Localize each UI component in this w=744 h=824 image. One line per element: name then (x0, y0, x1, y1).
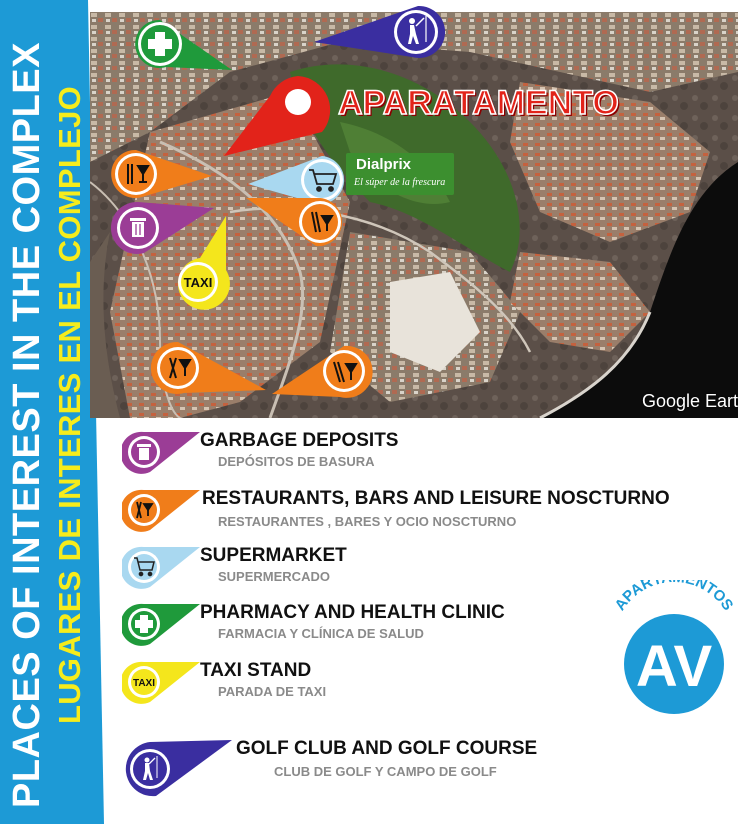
pharmacy-marker[interactable] (132, 16, 242, 72)
legend-supermarket-es: SUPERMERCADO (218, 569, 330, 584)
map-watermark: Google Eart (641, 391, 738, 411)
legend-golf-en: GOLF CLUB AND GOLF COURSE (236, 738, 538, 759)
banner-title-es: LUGARES DE INTERES EN EL COMPLEJO (52, 85, 87, 724)
apartment-pin[interactable] (220, 72, 340, 162)
legend-supermarket-en: SUPERMARKET (200, 545, 347, 566)
legend-garbage (122, 428, 742, 476)
legend-garbage-es: DEPÓSITOS DE BASURA (218, 454, 375, 469)
legend-garbage-marker (122, 428, 202, 476)
legend-golf-es: CLUB DE GOLF Y CAMPO DE GOLF (274, 764, 497, 779)
golf-marker[interactable] (300, 2, 446, 60)
logo-arc-text-path: APAR NTOS (611, 580, 737, 614)
svg-text:APARTAMENTOS (612, 580, 737, 614)
legend-pharmacy-marker (122, 600, 202, 648)
legend-pharmacy-es: FARMACIA Y CLÍNICA DE SALUD (218, 626, 424, 641)
supermarket-brand: Dialprix (356, 156, 412, 173)
legend-golf (122, 736, 742, 800)
legend-garbage-en: GARBAGE DEPOSITS (200, 430, 399, 451)
restaurant-marker-4[interactable] (270, 342, 380, 402)
trash-icon (130, 218, 146, 237)
taxi-icon: TAXI (183, 275, 213, 290)
legend-restaurants (122, 486, 742, 534)
taxi-marker[interactable] (170, 212, 260, 304)
legend-golf-marker (122, 736, 234, 800)
supermarket-brand-badge (346, 153, 454, 195)
taxi-icon: TAXI (132, 678, 156, 689)
legend-restaurants-marker (122, 486, 202, 534)
restaurant-marker-3[interactable] (150, 338, 270, 398)
legend-restaurants-en: RESTAURANTS, BARS AND LEISURE NOSCTURNO (202, 488, 670, 509)
legend-taxi-es: PARADA DE TAXI (218, 684, 327, 699)
legend-supermarket-marker (122, 543, 202, 591)
logo-mark: AV (635, 634, 713, 699)
legend-taxi-en: TAXI STAND (200, 660, 312, 681)
location-pin-icon (285, 89, 311, 115)
trash-icon (137, 444, 151, 460)
legend-restaurants-es: RESTAURANTES , BARES Y OCIO NOSCTURNO (218, 514, 517, 529)
legend-pharmacy-en: PHARMACY AND HEALTH CLINIC (200, 602, 505, 623)
apartment-label: APARATAMENTO (338, 84, 619, 122)
restaurant-marker-2[interactable] (244, 194, 354, 250)
legend-taxi-marker (122, 658, 202, 706)
apartamentos-av-logo (604, 580, 744, 720)
supermarket-tagline: El súper de la frescura (354, 177, 446, 188)
banner-title-en: PLACES OF INTEREST IN THE COMPLEX (6, 42, 48, 808)
restaurant-marker-1[interactable] (108, 146, 218, 202)
